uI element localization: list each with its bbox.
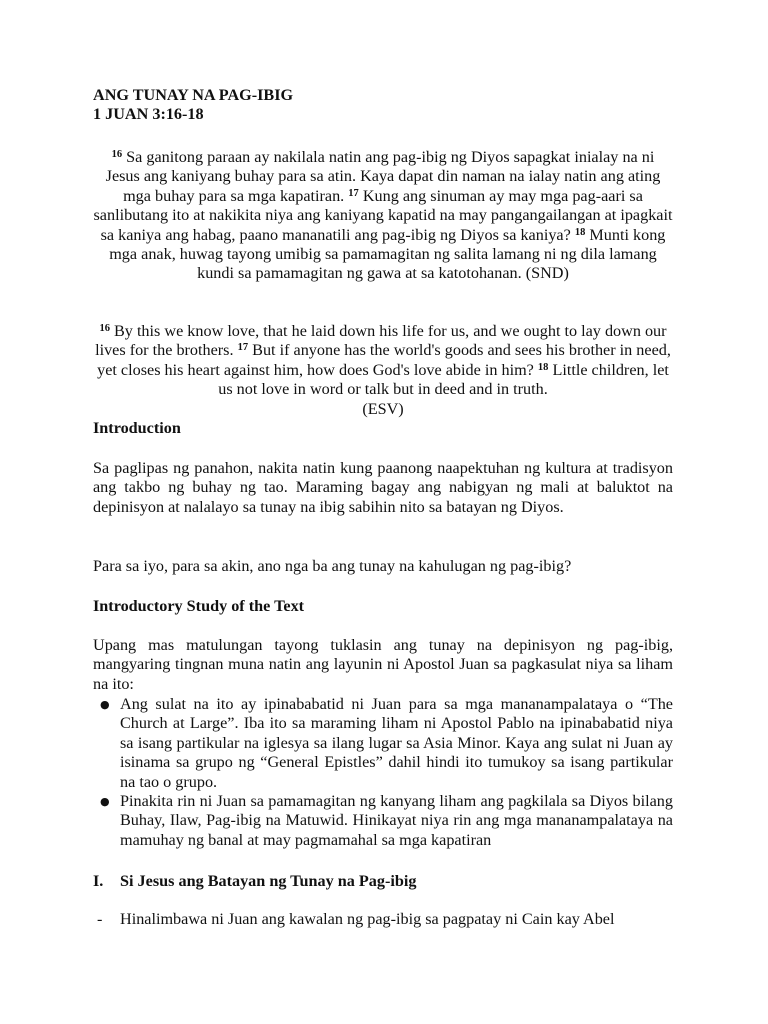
english-passage (93, 322, 673, 419)
study-paragraph: Upang mas matulungan tayong tuklasin ang tunay na depinisyon ng pag-ibig, mangyaring tingnan muna natin ang layunin ni Apostol Juan sa pagkasulat niya sa liham na ito: (93, 636, 673, 693)
verse-number: 16 (99, 323, 110, 334)
bullet-dot-icon: ● (100, 698, 110, 711)
verse-number: 16 (111, 149, 123, 160)
verse-text: By this we know love, that he laid down his life for us, and we ought to lay down our lives for the brothers. (95, 322, 667, 360)
section-title: Si Jesus ang Batayan ng Tunay na Pag-ibig (120, 872, 417, 890)
introduction-paragraph: Sa paglipas ng panahon, nakita natin kung paanong naapektuhan ng kultura at tradisyon ang takbo ng buhay ng tao. Maraming bagay ang nabigyan ng mali at baluktot na depinisyon at nalalayo sa tunay na ibig sabihin nito sa batayan ng Diyos. (93, 459, 673, 516)
verse-text: Little children, let us not love in word or talk but in deed and in truth. (218, 360, 669, 399)
bible-version: (ESV) (362, 399, 404, 418)
verse-text: Sa ganitong paraan ay nakilala natin ang pag-ibig ng Diyos sapagkat inialay na ni Jesus ang kaniyang buhay para sa atin. Kaya dapat din naman na ialay natin ang ating mga buhay para sa mga kapatiran. (105, 148, 661, 205)
scripture-reference: 1 JUAN 3:16-18 (93, 105, 204, 124)
verse-number: 18 (574, 226, 586, 238)
verse-number: 17 (348, 187, 359, 199)
document-title: ANG TUNAY NA PAG-IBIG (93, 86, 294, 104)
list-item-text: Ang sulat na ito ay ipinababatid ni Juan para sa mga mananampalataya o “The Church at Large”. Iba ito sa maraming liham ni Apostol Pablo na ipinababatid niya sa isang partikular na iglesya sa ilang lugar sa Asia Minor. Kaya ang sulat ni Juan ay isinama sa grupo ng “General Epistles” dahil hindi ito tumukoy sa isang partikular na tao o grupo. (120, 695, 673, 791)
study-bullet-list (93, 695, 673, 850)
introduction-heading: Introduction (93, 419, 181, 437)
bullet-dot-icon: ● (100, 795, 110, 809)
tagalog-passage (93, 148, 673, 284)
title-block (93, 86, 673, 125)
list-item (93, 695, 673, 792)
dash-item-text: Hinalimbawa ni Juan ang kawalan ng pag-ibig sa pagpatay ni Cain kay Abel (120, 910, 615, 929)
list-item (93, 792, 673, 850)
list-item-text: Pinakita rin ni Juan sa pamamagitan ng kanyang liham ang pagkilala sa Diyos bilang Buhay, Ilaw, Pag-ibig na Matuwid. Hinikayat niya rin ang mga mananampalataya na mamuhay ng banal at may pagmamahal sa mga kapatiran (120, 792, 673, 849)
section-number: I. (93, 872, 104, 890)
dash-item (93, 910, 700, 929)
verse-number: 17 (237, 342, 249, 354)
verse-number: 18 (537, 361, 549, 373)
dash-marker: - (97, 910, 103, 929)
verse-text: Munti kong mga anak, huwag tayong umibig sa pamamagitan ng salita lamang ni ng dila lamang kundi sa pamamagitan ng gawa at sa katotohanan. (SND) (109, 225, 666, 283)
study-heading: Introductory Study of the Text (93, 597, 305, 615)
section-heading (93, 872, 700, 891)
verse-text: Kung ang sinuman ay may mga pag-aari sa sanlibutang ito at nakikita niya ang kaniyang kapatid na may pangangailangan at ipagkait sa kaniya ang habag, paano mananatili ang pag-ibig ng Diyos sa kaniya? (93, 186, 673, 244)
introduction-question: Para sa iyo, para sa akin, ano nga ba ang tunay na kahulugan ng pag-ibig? (93, 557, 572, 575)
verse-text: But if anyone has the world's goods and sees his brother in need, yet closes his heart against him, how does God's love abide in him? (97, 341, 671, 379)
